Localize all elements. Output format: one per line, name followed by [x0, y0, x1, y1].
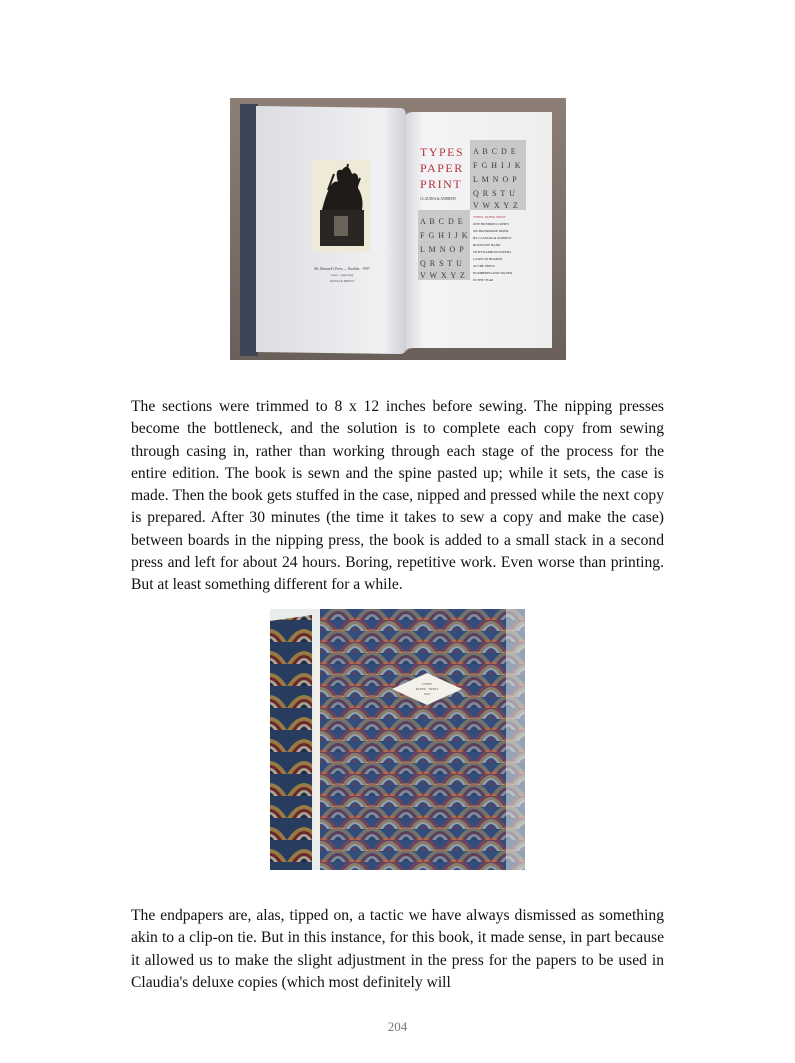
cover-label-line-2: PAPER · PRINT [415, 687, 439, 691]
cover-label-line-1: TYPES [421, 682, 433, 686]
colophon-line-10: IN THE YEAR [473, 278, 494, 282]
engraving-caption-1: Mr. Bernard’s Press — Booklet · 1997 [314, 267, 370, 271]
alphabet-left-1: A B C D E [420, 217, 464, 226]
colophon-line-6: WITH MARBLED PAPERS [473, 250, 512, 254]
alphabet-right-5: V W X Y Z [473, 201, 519, 210]
alphabet-right-1: A B C D E [473, 147, 517, 156]
book-title-paper: PAPER [420, 161, 464, 175]
page-number: 204 [387, 1019, 408, 1034]
engraving-caption-2: wood · engraving [330, 273, 354, 277]
book-title-sub: CLAUDIA & ANDREW [420, 197, 457, 201]
alphabet-right-4: Q R S T U [473, 189, 516, 198]
colophon-line-4: BY CLAUDIA & ANDREW [473, 236, 512, 240]
alphabet-left-5: V W X Y Z [420, 271, 466, 280]
alphabet-right-2: F G H I J K [473, 161, 522, 170]
colophon-line-5: BOUND BY HAND [473, 243, 501, 247]
alphabet-left-2: F G H I J K [420, 231, 469, 240]
alphabet-left-4: Q R S T U [420, 259, 463, 268]
cover-label-line-3: 1997 [423, 692, 431, 696]
alphabet-left-3: L M N O P [420, 245, 465, 254]
alphabet-right-3: L M N O P [473, 175, 518, 184]
colophon-line-7: CASED IN BOARDS [473, 257, 503, 261]
open-book-illustration [230, 98, 566, 360]
open-book-photo [230, 98, 566, 360]
book-title-types: TYPES [420, 145, 465, 159]
body-paragraph-1: The sections were trimmed to 8 x 12 inches before sewing. The nipping presses become the bottleneck, and the solution is to complete each copy from sewing through casing in, rather than working through each stage of the process for the entire edition. The book is sewn and the spine pasted up; while it sets, the case is made. Then the book gets stuffed in the case, nipped and pressed while the next copy is prepared. After 30 minutes (the time it takes to sew a copy and make the case) between boards in the nipping press, the book is added to a small stack in a second press and left for about 24 hours. Boring, repetitive work. Even worse than printing. But at least something different for a while. [131, 398, 664, 594]
colophon-line-1: TYPES, PAPER, PRINT [473, 215, 506, 219]
book-title-print: PRINT [420, 177, 463, 191]
marbled-case-illustration [270, 609, 525, 870]
marbled-case-photo [270, 609, 525, 870]
body-paragraph-2: The endpapers are, alas, tipped on, a tactic we have always dismissed as something akin to a clip-on tie. But in this instance, for this book, it made sense, in part because it allowed us to make the slight adjustment in the press for the papers to be used in Claudia's deluxe copies (which most definitely will [131, 907, 664, 991]
colophon-line-8: AT THE PRESS [473, 264, 495, 268]
colophon-line-2: ONE HUNDRED COPIES [473, 222, 509, 226]
colophon-line-3: ON HANDMADE PAPER [473, 229, 509, 233]
colophon-line-9: NUMBERED AND SIGNED [473, 271, 513, 275]
engraving-caption-3: DONALD BRENT [329, 279, 355, 283]
